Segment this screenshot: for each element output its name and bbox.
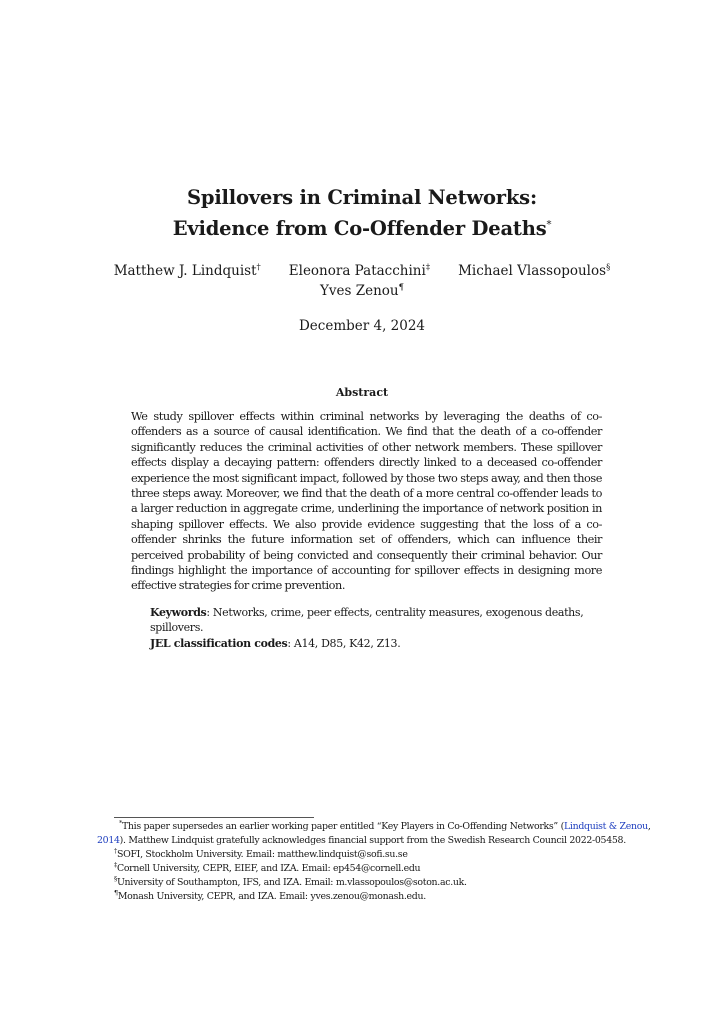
- footnote-dagger-text: SOFI, Stockholm University. Email: matthew.lindquist@sofi.su.se: [116, 849, 408, 860]
- author-name: Yves Zenou: [319, 283, 399, 299]
- footnote-mark: *: [119, 818, 122, 827]
- citation-separator: ,: [647, 821, 651, 832]
- footnote-star-text-after: ). Matthew Lindquist gratefully acknowledges financial support from the Swedish Research Council 2022-05458.: [119, 835, 626, 846]
- footnote-star: [114, 818, 651, 834]
- author-vlassopoulos: [458, 262, 610, 280]
- paper-date: December 4, 2024: [298, 318, 426, 334]
- title-line-2-text: Evidence from Co-Offender Deaths: [172, 217, 547, 240]
- footnote-star-continued: [97, 834, 636, 848]
- footnote-mark: ‡: [114, 860, 117, 869]
- citation-link-authors[interactable]: Lindquist & Zenou: [563, 821, 648, 832]
- keywords-text: : Networks, crime, peer effects, centrality measures, exogenous deaths, spillovers.: [150, 606, 584, 635]
- author-name: Michael Vlassopoulos: [458, 263, 607, 279]
- abstract-text: We study spillover effects within criminal networks by leveraging the deaths of co-offenders as a source of causal identification. We find that the death of a co-offender significantly reduces the criminal activities of other network members. These spillover effects display a decaying pattern: offenders directly linked to a deceased co-offender experience the most significant impact, followed by those two steps away, and then those three steps away. Moreover, we find that the death of a more central co-offender leads to a larger reduction in aggregate crime, underlining the importance of network position in shaping spillover effects. We also provide evidence suggesting that the loss of a co-offender shrinks the future information set of offenders, which can influence their perceived probability of being convicted and consequently their criminal behavior. Our findings highlight the importance of accounting for spillover effects in designing more effective strategies for crime prevention.: [131, 410, 602, 593]
- footnote-star-text: This paper supersedes an earlier working paper entitled “Key Players in Co-Offending Networks” (: [121, 821, 564, 832]
- footnotes: [97, 818, 651, 904]
- author-footnote-mark: §: [606, 262, 611, 273]
- author-footnote-mark: ¶: [398, 282, 405, 293]
- author-zenou: [320, 283, 404, 299]
- footnote-divider: [114, 817, 314, 818]
- citation-link-year[interactable]: 2014: [97, 835, 120, 846]
- footnote-mark: §: [114, 874, 117, 883]
- author-name: Eleonora Patacchini: [288, 263, 426, 279]
- author-name: Matthew J. Lindquist: [113, 263, 257, 279]
- keywords-line: [150, 605, 620, 636]
- keywords-label: Keywords: [150, 606, 207, 619]
- footnote-mark: ¶: [114, 888, 118, 897]
- title-line-1: Spillovers in Criminal Networks:: [187, 186, 537, 209]
- footnote-mark: †: [114, 846, 117, 855]
- footnote-ddagger-text: Cornell University, CEPR, EIEF, and IZA. Email: ep454@cornell.edu: [116, 863, 421, 874]
- jel-line: [150, 636, 620, 651]
- paper-title: [0, 182, 724, 244]
- footnote-ddagger: [114, 862, 636, 876]
- keywords-block: [150, 605, 620, 651]
- jel-text: : A14, D85, K42, Z13.: [287, 636, 401, 650]
- jel-label: JEL classification codes: [150, 636, 288, 650]
- author-footnote-mark: †: [256, 262, 261, 273]
- title-footnote-mark: *: [546, 219, 552, 231]
- authors-row: [0, 262, 724, 280]
- author-footnote-mark: ‡: [425, 262, 431, 273]
- footnote-pilcrow-text: Monash University, CEPR, and IZA. Email: yves.zenou@monash.edu.: [117, 891, 426, 902]
- footnote-dagger: [114, 848, 636, 862]
- title-line-2: [0, 213, 724, 244]
- author-lindquist: [114, 262, 261, 280]
- footnote-section-text: University of Southampton, IFS, and IZA. Email: m.vlassopoulos@soton.ac.uk.: [116, 877, 467, 888]
- authors-row-second: [0, 282, 724, 300]
- author-patacchini: [289, 262, 430, 280]
- footnote-pilcrow: [114, 890, 636, 904]
- abstract-heading: Abstract: [335, 386, 389, 399]
- footnote-section: [114, 876, 636, 890]
